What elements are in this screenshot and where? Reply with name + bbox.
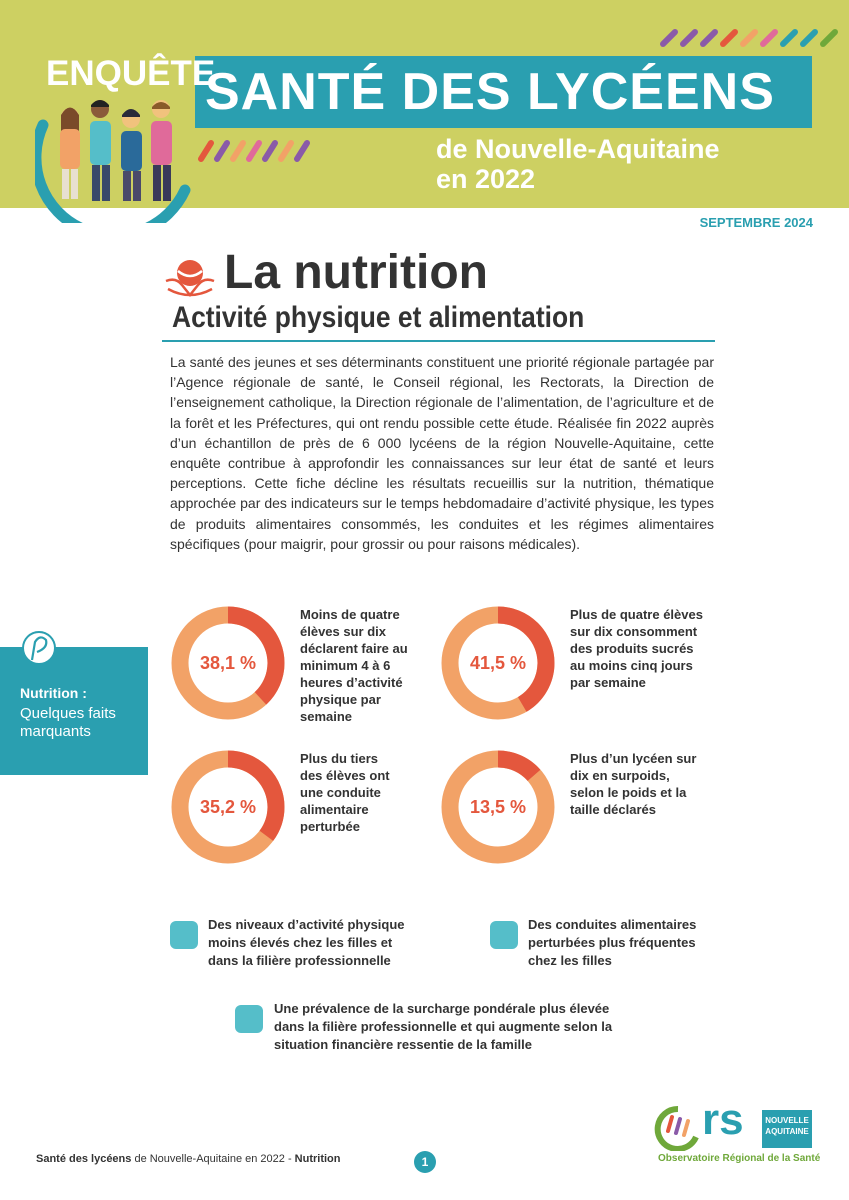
- ors-logo-region: [763, 1115, 811, 1137]
- header-subtitle: [436, 134, 816, 194]
- stat-percentage: 13,5 %: [469, 797, 527, 817]
- students-illustration-icon: [35, 95, 200, 223]
- ors-name: Observatoire Régional de la Santé: [658, 1153, 821, 1164]
- section-subtitle: Activité physique et alimentation: [172, 301, 585, 334]
- enquete-label: ENQUÊTE: [46, 54, 216, 93]
- footer-normal: de Nouvelle-Aquitaine en 2022 -: [131, 1153, 295, 1165]
- decorative-stripes-icon: [655, 18, 845, 48]
- stat-description: Plus du tiers des élèves ont une conduite alimentaire perturbée: [300, 751, 390, 834]
- section-divider: [162, 340, 715, 342]
- ors-logo-icon: [652, 1103, 704, 1151]
- footer-bold-title: Santé des lycéens: [36, 1153, 132, 1165]
- publication-date: SEPTEMBRE 2024: [699, 215, 813, 230]
- leaf-icon: [20, 628, 58, 668]
- stat-description: Plus d’un lycéen sur dix en surpoids, selon le poids et la taille déclarés: [570, 751, 697, 817]
- header-subtitle-line1: de Nouvelle-Aquitaine: [436, 134, 720, 164]
- sidebar-title: Nutrition :: [20, 685, 87, 701]
- footer-text: [36, 1153, 341, 1165]
- bullet-square-icon: [490, 921, 518, 949]
- footer-bold-topic: Nutrition: [294, 1153, 341, 1165]
- key-fact: Des niveaux d’activité physique moins élevés chez les filles et dans la filière professionnelle: [208, 917, 405, 968]
- key-fact: Des conduites alimentaires perturbées plus fréquentes chez les filles: [528, 917, 697, 968]
- stat-description: Plus de quatre élèves sur dix consomment des produits sucrés au moins cinq jours par semaine: [570, 607, 703, 690]
- nutrition-icon: [162, 255, 218, 303]
- stat-description: Moins de quatre élèves sur dix déclarent faire au minimum 4 à 6 heures d’activité physique par semaine: [300, 607, 408, 724]
- section-title: La nutrition: [224, 246, 488, 299]
- sidebar-subtitle: Quelques faits marquants: [20, 705, 116, 740]
- intro-paragraph: La santé des jeunes et ses déterminants constituent une priorité régionale partagée par l’Agence régionale de santé, le Conseil régional, les Rectorats, la Direction de l’enseignement catholique, la Direction régionale de l’alimentation, de l’agriculture et de la forêt et les Préfectures, qui ont rendu possible cette étude. Réalisée fin 2022 auprès d’un échantillon de près de 6 000 lycéens de la région Nouvelle-Aquitaine, cette enquête contribue à approfondir les connaissances sur leur état de santé et leurs perceptions. Cette fiche décline les résultats recueillis sur la nutrition, thématique approchée par des indicateurs sur le temps hebdomadaire d’activité physique, les types de produits alimentaires consommés, les conduites et les régimes alimentaires spécifiques (pour maigrir, pour grossir ou pour raisons médicales).: [170, 354, 714, 552]
- stat-percentage: 35,2 %: [199, 797, 257, 817]
- key-fact: Une prévalence de la surcharge pondérale plus élevée dans la filière professionnelle et qui augmente selon la situation financière ressentie de la famille: [274, 1001, 613, 1052]
- decorative-stripes-icon: [195, 135, 315, 163]
- ors-logo-text: rs: [702, 1095, 744, 1144]
- stat-percentage: 41,5 %: [469, 653, 527, 673]
- ors-logo-region-line2: AQUITAINE: [765, 1127, 809, 1136]
- stat-percentage: 38,1 %: [199, 653, 257, 673]
- ors-logo-region-line1: NOUVELLE: [765, 1116, 809, 1125]
- page-number: 1: [414, 1151, 436, 1173]
- header-subtitle-line2: en 2022: [436, 164, 536, 194]
- page-title: SANTÉ DES LYCÉENS: [205, 63, 775, 121]
- bullet-square-icon: [170, 921, 198, 949]
- bullet-square-icon: [235, 1005, 263, 1033]
